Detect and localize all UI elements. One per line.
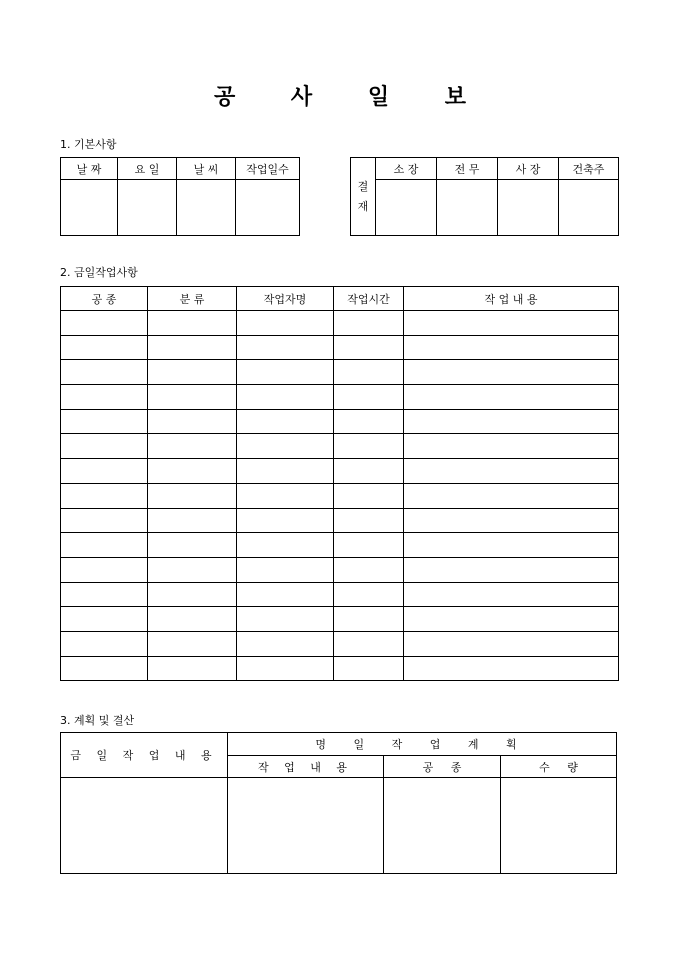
plan-content-cell[interactable]	[228, 778, 384, 874]
approval-header-director: 전 무	[437, 158, 498, 180]
workdays-header: 작업일수	[236, 158, 300, 180]
worker-name-cell[interactable]	[237, 434, 334, 459]
table-row	[61, 631, 619, 656]
category-cell[interactable]	[148, 385, 237, 410]
work-content-cell[interactable]	[404, 656, 619, 681]
weekday-cell[interactable]	[118, 180, 177, 236]
worker-name-cell[interactable]	[237, 409, 334, 434]
workdays-cell[interactable]	[236, 180, 300, 236]
approval-header-president: 사 장	[498, 158, 559, 180]
worker-name-cell[interactable]	[237, 360, 334, 385]
work-type-cell[interactable]	[61, 335, 148, 360]
worker-name-cell[interactable]	[237, 533, 334, 558]
today-content-cell[interactable]	[61, 778, 228, 874]
category-cell[interactable]	[148, 607, 237, 632]
today-content-header: 금 일 작 업 내 용	[61, 733, 228, 778]
work-type-cell[interactable]	[61, 459, 148, 484]
approval-header-manager: 소 장	[376, 158, 437, 180]
worker-name-cell[interactable]	[237, 385, 334, 410]
date-cell[interactable]	[61, 180, 118, 236]
worker-name-cell[interactable]	[237, 508, 334, 533]
category-cell[interactable]	[148, 656, 237, 681]
approval-table	[350, 157, 619, 236]
worker-name-cell[interactable]	[237, 582, 334, 607]
table-row	[61, 409, 619, 434]
table-row	[61, 311, 619, 336]
worker-name-cell[interactable]	[237, 311, 334, 336]
plan-table	[60, 732, 617, 874]
work-content-cell[interactable]	[404, 385, 619, 410]
work-hours-cell[interactable]	[334, 533, 404, 558]
work-type-cell[interactable]	[61, 533, 148, 558]
work-hours-cell[interactable]	[334, 656, 404, 681]
work-content-cell[interactable]	[404, 335, 619, 360]
table-row	[61, 459, 619, 484]
today-work-table	[60, 286, 619, 681]
category-cell[interactable]	[148, 409, 237, 434]
work-type-cell[interactable]	[61, 508, 148, 533]
weekday-header: 요 일	[118, 158, 177, 180]
work-type-header: 공 종	[61, 287, 148, 311]
worker-name-cell[interactable]	[237, 459, 334, 484]
work-type-cell[interactable]	[61, 582, 148, 607]
approval-sign-client[interactable]	[559, 180, 619, 236]
work-content-cell[interactable]	[404, 434, 619, 459]
work-type-cell[interactable]	[61, 409, 148, 434]
work-content-cell[interactable]	[404, 360, 619, 385]
work-content-cell[interactable]	[404, 409, 619, 434]
work-content-cell[interactable]	[404, 557, 619, 582]
date-header: 날 짜	[61, 158, 118, 180]
work-type-cell[interactable]	[61, 607, 148, 632]
work-type-cell[interactable]	[61, 656, 148, 681]
approval-sign-director[interactable]	[437, 180, 498, 236]
basic-info-table	[60, 157, 300, 236]
plan-type-header: 공 종	[384, 756, 501, 778]
worker-name-cell[interactable]	[237, 483, 334, 508]
work-content-cell[interactable]	[404, 508, 619, 533]
work-hours-cell[interactable]	[334, 434, 404, 459]
category-cell[interactable]	[148, 335, 237, 360]
work-hours-cell[interactable]	[334, 311, 404, 336]
category-cell[interactable]	[148, 483, 237, 508]
worker-name-cell[interactable]	[237, 656, 334, 681]
plan-content-header: 작 업 내 용	[228, 756, 384, 778]
work-hours-cell[interactable]	[334, 335, 404, 360]
table-row	[61, 360, 619, 385]
category-cell[interactable]	[148, 557, 237, 582]
work-type-cell[interactable]	[61, 360, 148, 385]
table-row	[61, 434, 619, 459]
weather-header: 날 씨	[177, 158, 236, 180]
work-content-cell[interactable]	[404, 459, 619, 484]
work-hours-header: 작업시간	[334, 287, 404, 311]
category-cell[interactable]	[148, 533, 237, 558]
work-hours-cell[interactable]	[334, 582, 404, 607]
page-title: 공 사 일 보	[214, 84, 490, 110]
work-hours-cell[interactable]	[334, 631, 404, 656]
work-hours-cell[interactable]	[334, 409, 404, 434]
worker-name-cell[interactable]	[237, 557, 334, 582]
work-type-cell[interactable]	[61, 434, 148, 459]
category-cell[interactable]	[148, 508, 237, 533]
work-content-cell[interactable]	[404, 582, 619, 607]
approval-sign-president[interactable]	[498, 180, 559, 236]
work-hours-cell[interactable]	[334, 385, 404, 410]
plan-quantity-cell[interactable]	[501, 778, 617, 874]
work-hours-cell[interactable]	[334, 483, 404, 508]
category-cell[interactable]	[148, 360, 237, 385]
table-row	[61, 335, 619, 360]
work-hours-cell[interactable]	[334, 557, 404, 582]
plan-type-cell[interactable]	[384, 778, 501, 874]
table-row	[61, 483, 619, 508]
work-type-cell[interactable]	[61, 483, 148, 508]
table-row	[61, 656, 619, 681]
category-cell[interactable]	[148, 582, 237, 607]
table-row	[61, 582, 619, 607]
worker-name-cell[interactable]	[237, 631, 334, 656]
section-basic-heading: 1. 기본사항	[60, 138, 117, 151]
plan-quantity-header: 수 량	[501, 756, 617, 778]
work-type-cell[interactable]	[61, 385, 148, 410]
section-plan-heading: 3. 계획 및 결산	[60, 714, 135, 727]
table-row	[61, 607, 619, 632]
work-hours-cell[interactable]	[334, 508, 404, 533]
section-today-work-heading: 2. 금일작업사항	[60, 266, 138, 279]
work-hours-cell[interactable]	[334, 459, 404, 484]
work-hours-cell[interactable]	[334, 607, 404, 632]
work-type-cell[interactable]	[61, 631, 148, 656]
category-cell[interactable]	[148, 631, 237, 656]
table-row	[61, 385, 619, 410]
work-content-cell[interactable]	[404, 311, 619, 336]
table-row	[61, 508, 619, 533]
worker-name-cell[interactable]	[237, 607, 334, 632]
category-cell[interactable]	[148, 434, 237, 459]
weather-cell[interactable]	[177, 180, 236, 236]
approval-header-client: 건축주	[559, 158, 619, 180]
work-content-cell[interactable]	[404, 631, 619, 656]
worker-name-cell[interactable]	[237, 335, 334, 360]
approval-sign-manager[interactable]	[376, 180, 437, 236]
work-type-cell[interactable]	[61, 557, 148, 582]
category-header: 분 류	[148, 287, 237, 311]
work-hours-cell[interactable]	[334, 360, 404, 385]
work-content-cell[interactable]	[404, 607, 619, 632]
tomorrow-plan-header: 명 일 작 업 계 획	[228, 733, 617, 756]
category-cell[interactable]	[148, 311, 237, 336]
work-type-cell[interactable]	[61, 311, 148, 336]
work-content-cell[interactable]	[404, 483, 619, 508]
work-content-header: 작 업 내 용	[404, 287, 619, 311]
table-row	[61, 533, 619, 558]
table-row	[61, 557, 619, 582]
approval-label: 결 재	[351, 158, 376, 236]
category-cell[interactable]	[148, 459, 237, 484]
worker-name-header: 작업자명	[237, 287, 334, 311]
work-content-cell[interactable]	[404, 533, 619, 558]
